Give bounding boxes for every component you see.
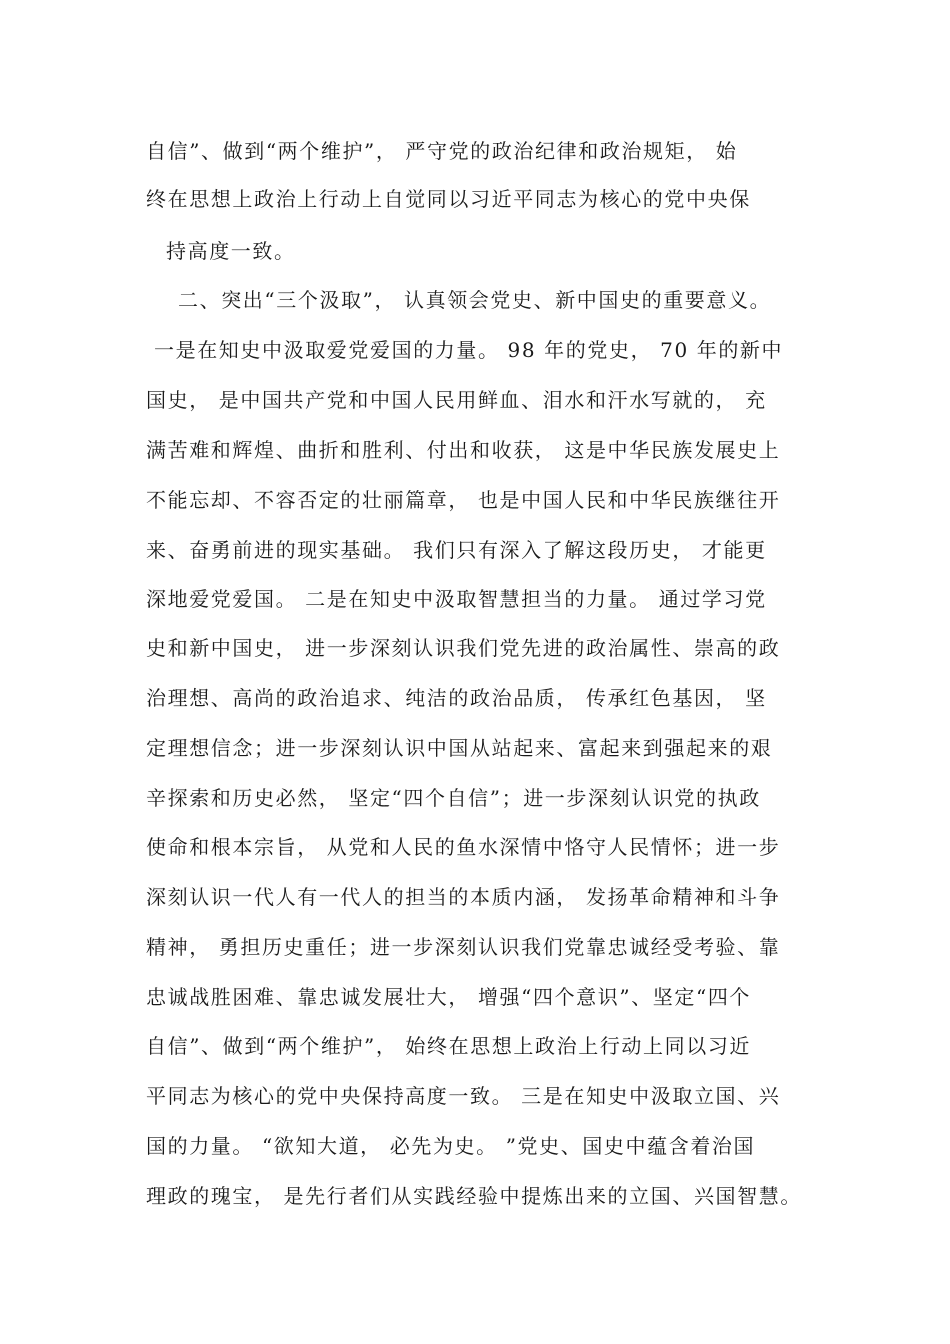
text-line: 辛探索和历史必然， 坚定“四个自信”；进一步深刻认识党的执政	[146, 786, 761, 810]
text-line: 定理想信念；进一步深刻认识中国从站起来、富起来到强起来的艰	[146, 736, 773, 760]
text-line: 使命和根本宗旨， 从党和人民的鱼水深情中恪守人民情怀；进一步	[146, 835, 781, 859]
text-line: 国史， 是中国共产党和中国人民用鲜血、泪水和汗水写就的， 充	[146, 388, 767, 412]
text-line: 来、奋勇前进的现实基础。 我们只有深入了解这段历史， 才能更	[146, 538, 767, 562]
text-line: 平同志为核心的党中央保持高度一致。 三是在知史中汲取立国、兴	[146, 1084, 781, 1108]
text-line: 自信”、做到“两个维护”， 严守党的政治纪律和政治规矩， 始	[146, 139, 738, 163]
text-line: 自信”、做到“两个维护”， 始终在思想上政治上行动上同以习近	[146, 1034, 752, 1058]
text-line: 深刻认识一代人有一代人的担当的本质内涵， 发扬革命精神和斗争	[146, 885, 781, 909]
text-line: 精神， 勇担历史重任；进一步深刻认识我们党靠忠诚经受考验、靠	[146, 935, 781, 959]
text-line: 一是在知史中汲取爱党爱国的力量。 98 年的党史， 70 年的新中	[154, 338, 784, 362]
section-heading: 二、突出“三个汲取”， 认真领会党史、新中国史的重要意义。	[178, 288, 772, 312]
text-line: 史和新中国史， 进一步深刻认识我们党先进的政治属性、崇高的政	[146, 636, 781, 660]
text-line: 终在思想上政治上行动上自觉同以习近平同志为核心的党中央保	[146, 187, 751, 211]
text-line: 治理想、高尚的政治追求、纯洁的政治品质， 传承红色基因， 坚	[146, 686, 767, 710]
text-line: 满苦难和辉煌、曲折和胜利、付出和收获， 这是中华民族发展史上	[146, 438, 781, 462]
text-line: 国的力量。 “欲知大道， 必先为史。 ”党史、国史中蕴含着治国	[146, 1134, 756, 1158]
text-line: 持高度一致。	[166, 239, 296, 263]
text-line: 不能忘却、不容否定的壮丽篇章， 也是中国人民和中华民族继往开	[146, 488, 781, 512]
text-line: 忠诚战胜困难、靠忠诚发展壮大， 增强“四个意识”、坚定“四个	[146, 985, 752, 1009]
text-line: 深地爱党爱国。 二是在知史中汲取智慧担当的力量。 通过学习党	[146, 587, 767, 611]
text-line: 理政的瑰宝， 是先行者们从实践经验中提炼出来的立国、兴国智慧。	[146, 1184, 802, 1208]
